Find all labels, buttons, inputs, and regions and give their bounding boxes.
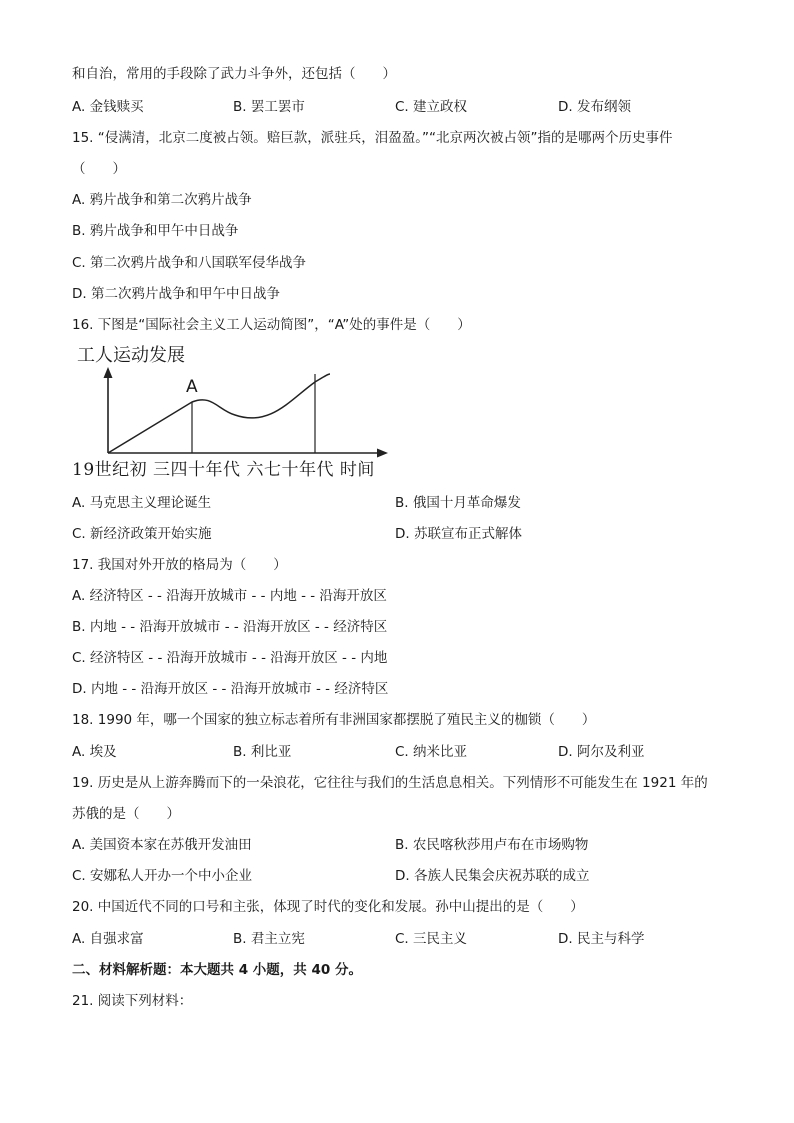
q16-option-b: B. 俄国十月革命爆发 [395, 495, 521, 511]
q14-option-a: A. 金钱赎买 [72, 99, 144, 115]
q15-option-c: C. 第二次鸦片战争和八国联军侵华战争 [72, 255, 307, 271]
y-axis-arrow-icon [104, 367, 113, 378]
q15-option-d: D. 第二次鸦片战争和甲午中日战争 [72, 286, 280, 302]
q19-option-d: D. 各族人民集会庆祝苏联的成立 [395, 868, 590, 884]
q15-option-a: A. 鸦片战争和第二次鸦片战争 [72, 192, 252, 208]
x-axis-labels: 19世纪初 三四十年代 六七十年代 时间 [72, 460, 375, 480]
workers-movement-diagram [70, 340, 415, 485]
q18-option-b: B. 利比亚 [233, 744, 292, 760]
q20-option-b: B. 君主立宪 [233, 931, 305, 947]
q14-option-d: D. 发布纲领 [558, 99, 631, 115]
x-axis-arrow-icon [377, 449, 388, 458]
q17-option-a: A. 经济特区 - - 沿海开放城市 - - 内地 - - 沿海开放区 [72, 588, 387, 604]
q20-option-c: C. 三民主义 [395, 931, 468, 947]
q20-stem: 20. 中国近代不同的口号和主张，体现了时代的变化和发展。孙中山提出的是（ ） [72, 899, 584, 915]
q16-stem: 16. 下图是“国际社会主义工人运动简图”，“A”处的事件是（ ） [72, 317, 471, 333]
q16-option-a: A. 马克思主义理论诞生 [72, 495, 212, 511]
q19-stem-line2: 苏俄的是（ ） [72, 806, 180, 822]
q19-stem-line1: 19. 历史是从上游奔腾而下的一朵浪花，它往往与我们的生活息息相关。下列情形不可能发生在 1921 年的 [72, 775, 708, 791]
q18-stem: 18. 1990 年，哪一个国家的独立标志着所有非洲国家都摆脱了殖民主义的枷锁（ ） [72, 712, 596, 728]
q17-stem: 17. 我国对外开放的格局为（ ） [72, 557, 287, 573]
point-a-label: A [186, 377, 198, 397]
q18-option-a: A. 埃及 [72, 744, 117, 760]
q14-stem: 和自治，常用的手段除了武力斗争外，还包括（ ） [72, 66, 396, 82]
movement-curve [108, 374, 330, 453]
q19-option-a: A. 美国资本家在苏俄开发油田 [72, 837, 252, 853]
q15-stem-line1: 15. “侵满清，北京二度被占领。赔巨款，派驻兵，泪盈盈。”“北京两次被占领”指的是哪两个历史事件 [72, 130, 673, 146]
q21-stem: 21. 阅读下列材料： [72, 993, 193, 1009]
q18-option-c: C. 纳米比亚 [395, 744, 468, 760]
q17-option-c: C. 经济特区 - - 沿海开放城市 - - 沿海开放区 - - 内地 [72, 650, 388, 666]
q19-option-c: C. 安娜私人开办一个中小企业 [72, 868, 253, 884]
q18-option-d: D. 阿尔及利亚 [558, 744, 645, 760]
q17-option-b: B. 内地 - - 沿海开放城市 - - 沿海开放区 - - 经济特区 [72, 619, 388, 635]
section-2-heading: 二、材料解析题：本大题共 4 小题，共 40 分。 [72, 962, 362, 978]
q17-option-d: D. 内地 - - 沿海开放区 - - 沿海开放城市 - - 经济特区 [72, 681, 389, 697]
diagram-title: 工人运动发展 [77, 345, 185, 366]
q19-option-b: B. 农民喀秋莎用卢布在市场购物 [395, 837, 589, 853]
q14-option-b: B. 罢工罢市 [233, 99, 305, 115]
q14-option-c: C. 建立政权 [395, 99, 468, 115]
q20-option-d: D. 民主与科学 [558, 931, 645, 947]
q15-option-b: B. 鸦片战争和甲午中日战争 [72, 223, 239, 239]
q16-option-d: D. 苏联宣布正式解体 [395, 526, 522, 542]
q16-option-c: C. 新经济政策开始实施 [72, 526, 212, 542]
q20-option-a: A. 自强求富 [72, 931, 144, 947]
q15-stem-line2: （ ） [72, 161, 126, 177]
